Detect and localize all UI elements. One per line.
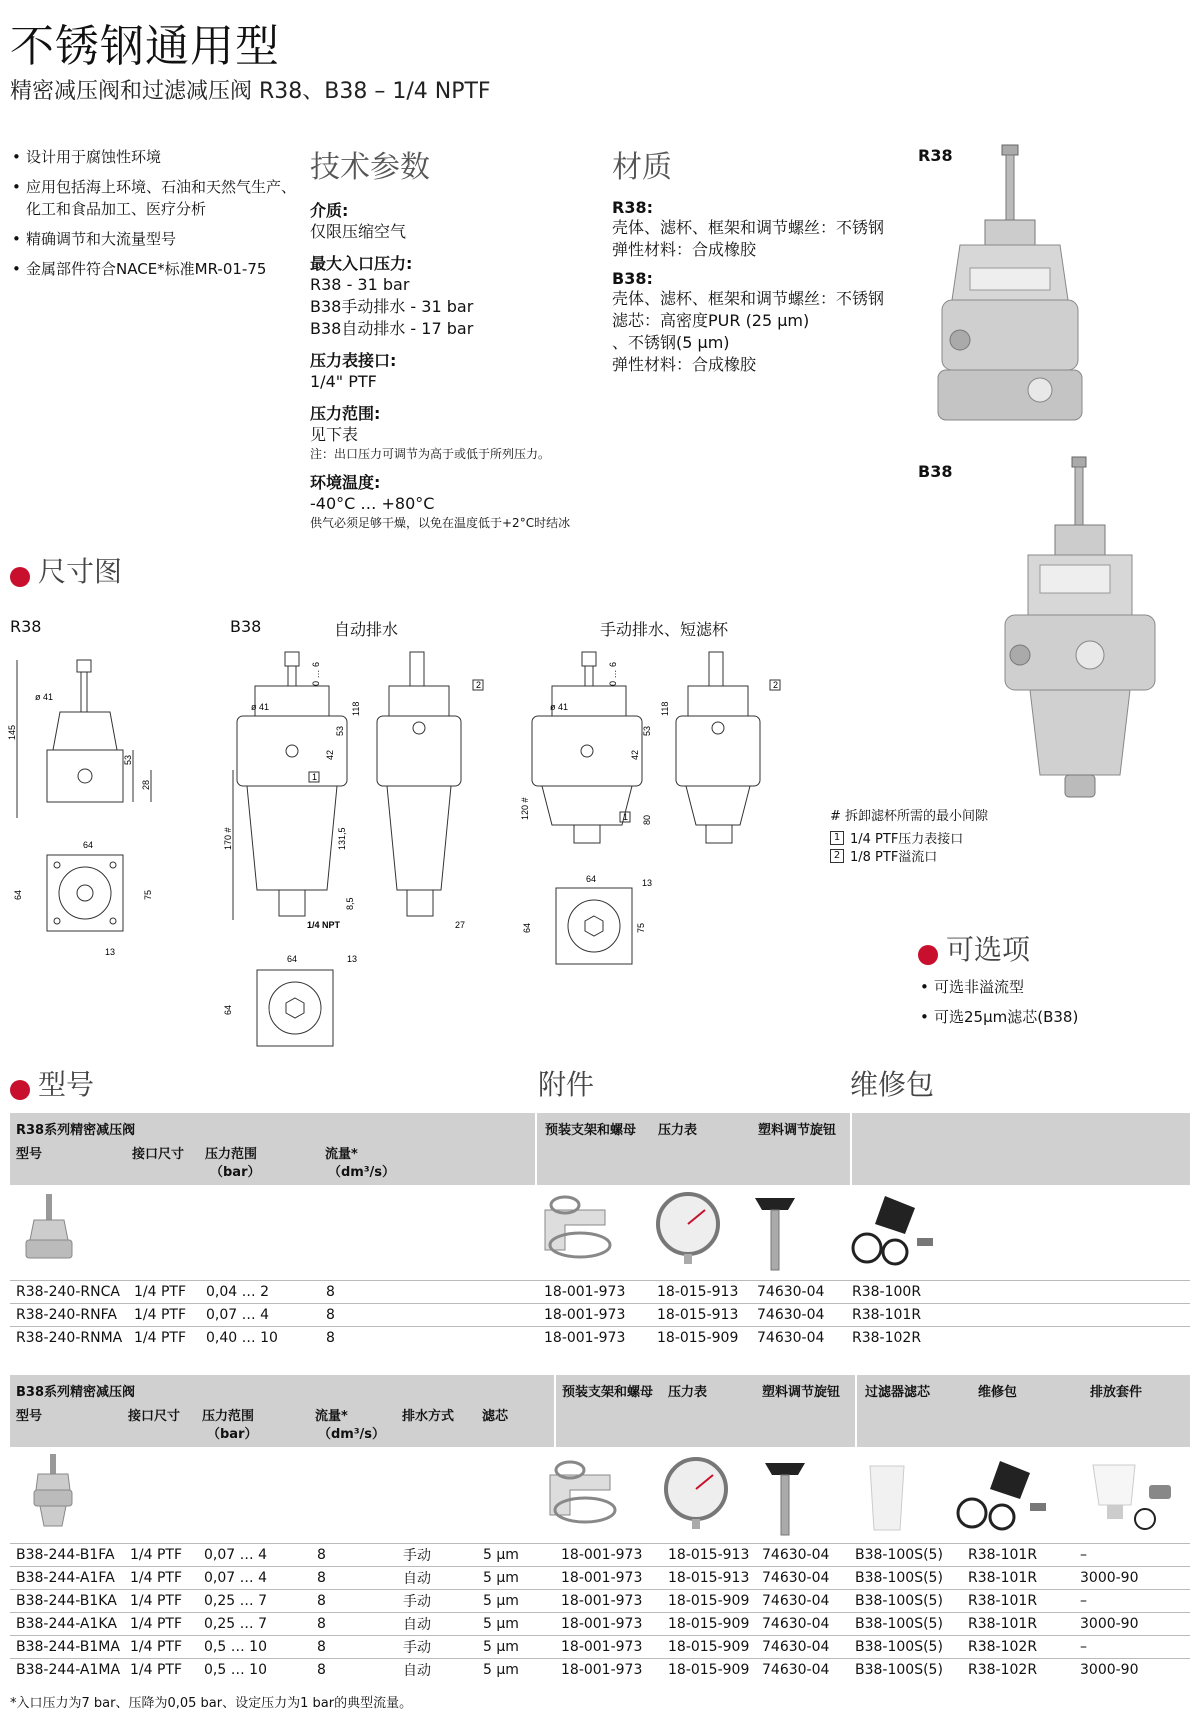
dimensions-heading: 尺寸图: [10, 550, 122, 590]
feature-list: [10, 146, 300, 288]
red-dot-icon: [918, 945, 938, 965]
table-cell: 1/4 PTF: [130, 1616, 183, 1632]
material-heading: 材质: [612, 150, 672, 185]
table-cell: 1/4 PTF: [130, 1570, 183, 1586]
dim-label: 64: [586, 874, 597, 884]
table-cell: 8: [326, 1307, 335, 1323]
table-cell: 8: [317, 1593, 326, 1609]
dim-label: 13: [642, 878, 653, 888]
dim-label: 64: [13, 889, 23, 900]
dim-label: 0 … 6: [311, 661, 321, 686]
range-value: 见下表: [310, 425, 359, 444]
table-cell: 自动: [403, 1663, 431, 1680]
models-heading: 型号: [10, 1063, 94, 1103]
dim-label: 27: [455, 920, 466, 930]
b38-table-header: B38系列精密减压阀 型号 接口尺寸 压力范围 （bar） 流量* （dm³/s） 排水方式 滤芯 预装支架和螺母 压力表 塑料调节旋钮 过滤器滤芯 维修包 排放套件: [10, 1375, 1190, 1447]
inlet-value: B38手动排水 - 31 bar: [310, 297, 474, 316]
table-cell: –: [1080, 1639, 1087, 1655]
table-row: [10, 1281, 1190, 1304]
inlet-label: 最大入口压力:: [310, 254, 413, 273]
b38-product-image: [1000, 455, 1160, 810]
table-cell: R38-100R: [852, 1284, 922, 1300]
dim-label: 28: [141, 779, 151, 790]
clearance-note: # 拆卸滤杯所需的最小间隙: [830, 809, 989, 824]
dim-label: ø 41: [550, 702, 569, 712]
page-subtitle: 精密减压阀和过滤减压阀 R38、B38 – 1/4 NPTF: [10, 79, 491, 104]
tech-specs: [310, 142, 600, 531]
dim-label: 53: [123, 754, 133, 765]
r38-photo-label: R38: [918, 146, 953, 165]
table-cell: 0,5 … 10: [204, 1662, 267, 1679]
table-cell: 0,25 … 7: [204, 1593, 267, 1609]
table-cell: 18-001-973: [561, 1662, 643, 1679]
dim-label: 42: [325, 749, 335, 760]
legend-number: 1: [623, 812, 629, 822]
range-note: 注：出口压力可调节为高于或低于所列压力。: [310, 447, 551, 461]
table-cell: 18-001-973: [561, 1547, 643, 1563]
table-row: [10, 1544, 1190, 1567]
inlet-value: B38自动排水 - 17 bar: [310, 319, 474, 338]
legend-number: 1: [312, 772, 318, 782]
table-cell: 5 μm: [483, 1593, 519, 1609]
table-cell: 3000-90: [1080, 1570, 1139, 1586]
feature-item: • 精确调节和大流量型号: [10, 228, 300, 250]
table-cell: 5 μm: [483, 1616, 519, 1632]
table-cell: 自动: [403, 1571, 431, 1587]
table-cell: R38-101R: [968, 1616, 1038, 1632]
table-cell: B38-244-B1MA: [16, 1639, 120, 1655]
dim-label: 64: [223, 1004, 233, 1015]
footnote: *入口压力为7 bar、压降为0,05 bar、设定压力为1 bar的典型流量。: [10, 1696, 413, 1711]
feature-item: • 金属部件符合NACE*标准MR-01-75: [10, 258, 300, 280]
dim-label: 64: [522, 922, 532, 933]
table-cell: 5 μm: [483, 1662, 519, 1679]
legend-number: 2: [476, 680, 482, 690]
table-cell: 74630-04: [762, 1616, 830, 1632]
dim-label: 0 … 6: [608, 661, 618, 686]
b38-auto-dimension-drawing: [215, 650, 485, 1060]
table-cell: 0,04 … 2: [206, 1284, 269, 1300]
table-cell: 1/4 PTF: [134, 1307, 187, 1323]
table-cell: 1/4 PTF: [130, 1593, 183, 1609]
b38-table: [10, 1543, 1190, 1682]
table-cell: 5 μm: [483, 1639, 519, 1655]
table-cell: 1/4 PTF: [130, 1639, 183, 1655]
table-cell: 18-001-973: [561, 1570, 643, 1586]
table-cell: R38-101R: [968, 1593, 1038, 1609]
bracket-image: [540, 1455, 630, 1530]
table-cell: 18-015-913: [657, 1284, 739, 1300]
table-cell: 0,07 … 4: [204, 1547, 267, 1563]
table-cell: 5 μm: [483, 1547, 519, 1563]
r38-material-line: 壳体、滤杯、框架和调节螺丝：不锈钢: [612, 218, 885, 237]
b38-material-line: 壳体、滤杯、框架和调节螺丝：不锈钢: [612, 289, 885, 308]
b38-manual-dimension-drawing: [520, 650, 800, 1000]
knob-image: [750, 1190, 800, 1280]
table-cell: B38-244-B1FA: [16, 1547, 115, 1563]
table-cell: 74630-04: [762, 1662, 830, 1679]
b38-material-line: 滤芯：高密度PUR (25 μm): [612, 311, 810, 330]
table-cell: –: [1080, 1593, 1087, 1609]
b38-photo-label: B38: [918, 462, 953, 481]
table-cell: 自动: [403, 1617, 431, 1633]
dim-label: ø 41: [35, 692, 54, 702]
gauge-value: 1/4" PTF: [310, 372, 377, 391]
legend-item-1: 1 1/4 PTF压力表接口: [830, 828, 963, 847]
table-cell: 1/4 PTF: [134, 1330, 187, 1347]
range-label: 压力范围:: [310, 404, 381, 423]
dim-label: ø 41: [251, 702, 270, 712]
r38-dimension-drawing: [5, 650, 205, 1000]
r38-material-line: 弹性材料：合成橡胶: [612, 240, 757, 259]
table-row: [10, 1613, 1190, 1636]
table-cell: R38-240-RNCA: [16, 1284, 120, 1300]
drain-kit-image: [1085, 1455, 1185, 1535]
accessories-heading: 附件: [538, 1068, 595, 1101]
r38-table-header: R38系列精密减压阀 型号 接口尺寸 压力范围 （bar） 流量* （dm³/s） 预装支架和螺母 压力表 塑料调节旋钮: [10, 1113, 1190, 1185]
table-cell: 74630-04: [757, 1307, 825, 1323]
dim-label: 80: [642, 814, 652, 825]
table-cell: B38-100S(5): [855, 1616, 943, 1632]
table-cell: 74630-04: [762, 1570, 830, 1586]
dim-manual-drain-label: 手动排水、短滤杯: [600, 620, 729, 639]
dim-b38-label: B38: [230, 617, 262, 636]
table-cell: B38-100S(5): [855, 1639, 943, 1655]
dim-label: 75: [143, 889, 153, 900]
options-list: [918, 976, 1178, 1036]
dim-label: 8,5: [345, 897, 355, 910]
table-cell: 18-015-909: [657, 1330, 739, 1347]
bracket-image: [535, 1190, 625, 1265]
options-heading: 可选项: [918, 928, 1030, 968]
table-cell: 18-001-973: [544, 1307, 626, 1323]
table-cell: B38-244-B1KA: [16, 1593, 117, 1609]
inlet-value: R38 - 31 bar: [310, 275, 410, 294]
page-title: 不锈钢通用型: [10, 21, 280, 72]
red-dot-icon: [10, 567, 30, 587]
table-cell: 18-015-909: [668, 1616, 750, 1632]
table-cell: 8: [317, 1547, 326, 1563]
table-cell: 74630-04: [762, 1639, 830, 1655]
table-cell: 18-001-973: [561, 1639, 643, 1655]
gauge-image: [650, 1190, 730, 1265]
table-cell: 0,25 … 7: [204, 1616, 267, 1632]
table-row: [10, 1304, 1190, 1327]
dim-label: 64: [83, 840, 94, 850]
table-cell: R38-102R: [968, 1639, 1038, 1655]
feature-item: • 应用包括海上环境、石油和天然气生产、化工和食品加工、医疗分析: [10, 176, 300, 220]
r38-product-image: [930, 140, 1090, 430]
table-cell: B38-100S(5): [855, 1547, 943, 1563]
table-cell: 8: [317, 1616, 326, 1632]
table-cell: 0,5 … 10: [204, 1639, 267, 1655]
knob-image: [760, 1455, 810, 1545]
table-cell: B38-244-A1MA: [16, 1662, 121, 1679]
feature-item: • 设计用于腐蚀性环境: [10, 146, 300, 168]
dim-label: 170 #: [223, 827, 233, 850]
table-cell: 8: [317, 1662, 326, 1679]
service-kit-image: [950, 1455, 1060, 1535]
table-cell: 8: [317, 1570, 326, 1586]
table-cell: R38-240-RNFA: [16, 1307, 117, 1323]
gauge-image: [658, 1455, 738, 1530]
table-cell: 0,07 … 4: [206, 1307, 269, 1323]
dim-r38-label: R38: [10, 617, 42, 636]
table-cell: 1/4 PTF: [130, 1547, 183, 1563]
b38-thumbnail-image: [28, 1452, 78, 1532]
table-cell: 8: [317, 1639, 326, 1655]
b38-material-line: 、不锈钢(5 μm): [612, 333, 730, 352]
table-cell: 0,40 … 10: [206, 1330, 278, 1347]
table-cell: 5 μm: [483, 1570, 519, 1586]
table-cell: 18-001-973: [561, 1616, 643, 1632]
table-cell: 18-001-973: [561, 1593, 643, 1609]
option-item: • 可选非溢流型: [918, 976, 1178, 998]
legend-item-2: 2 1/8 PTF溢流口: [830, 846, 937, 865]
dim-label: 145: [7, 724, 17, 740]
table-cell: 8: [326, 1284, 335, 1300]
temp-label: 环境温度:: [310, 473, 381, 492]
table-cell: 74630-04: [762, 1593, 830, 1609]
tech-heading: 技术参数: [310, 150, 430, 185]
table-cell: B38-100S(5): [855, 1662, 943, 1679]
dim-label: 53: [642, 725, 652, 736]
table-cell: 18-015-913: [657, 1307, 739, 1323]
table-cell: 8: [326, 1330, 335, 1347]
table-cell: 74630-04: [757, 1284, 825, 1300]
dim-label: 13: [105, 947, 116, 957]
table-row: [10, 1567, 1190, 1590]
b38-material-label: B38:: [612, 269, 653, 288]
table-cell: R38-101R: [968, 1547, 1038, 1563]
temp-note: 供气必须足够干燥，以免在温度低于+2°C时结冰: [310, 516, 571, 530]
option-item: • 可选25μm滤芯(B38): [918, 1006, 1178, 1028]
table-row: [10, 1590, 1190, 1613]
table-cell: B38-100S(5): [855, 1593, 943, 1609]
table-cell: 18-015-909: [668, 1662, 750, 1679]
dim-label: 13: [347, 954, 358, 964]
table-cell: –: [1080, 1547, 1087, 1563]
table-cell: R38-102R: [852, 1330, 922, 1347]
dim-label: 53: [335, 725, 345, 736]
table-cell: B38-100S(5): [855, 1570, 943, 1586]
service-kit-image: [845, 1190, 945, 1270]
dim-label: 75: [636, 922, 646, 933]
dim-auto-drain-label: 自动排水: [334, 620, 399, 639]
r38-table: [10, 1280, 1190, 1350]
table-cell: 74630-04: [762, 1547, 830, 1563]
table-cell: 手动: [403, 1548, 431, 1564]
b38-material-line: 弹性材料：合成橡胶: [612, 355, 757, 374]
dim-label: 120 #: [520, 797, 530, 820]
table-row: [10, 1636, 1190, 1659]
dim-label: 131,5: [337, 827, 347, 850]
table-cell: 3000-90: [1080, 1662, 1139, 1679]
table-cell: B38-244-A1FA: [16, 1570, 115, 1586]
table-cell: 手动: [403, 1640, 431, 1656]
gauge-label: 压力表接口:: [310, 351, 397, 370]
table-cell: 18-015-909: [668, 1593, 750, 1609]
dim-label: 1/4 NPT: [307, 920, 341, 930]
table-cell: 手动: [403, 1594, 431, 1610]
table-cell: 18-015-913: [668, 1547, 750, 1563]
dim-label: 118: [351, 701, 361, 716]
table-cell: 0,07 … 4: [204, 1570, 267, 1586]
dim-label: 118: [660, 701, 670, 716]
dim-label: 64: [287, 954, 298, 964]
table-cell: R38-102R: [968, 1662, 1038, 1679]
medium-value: 仅限压缩空气: [310, 222, 407, 241]
table-cell: 18-001-973: [544, 1330, 626, 1347]
table-cell: 74630-04: [757, 1330, 825, 1347]
service-heading: 维修包: [850, 1068, 935, 1101]
filter-element-image: [862, 1460, 912, 1535]
legend-number: 2: [773, 680, 779, 690]
table-cell: R38-240-RNMA: [16, 1330, 123, 1347]
table-cell: 1/4 PTF: [130, 1662, 183, 1679]
dim-label: 42: [630, 749, 640, 760]
r38-thumbnail-image: [20, 1192, 80, 1262]
medium-label: 介质:: [310, 201, 349, 220]
table-row: [10, 1659, 1190, 1682]
table-cell: 18-015-909: [668, 1639, 750, 1655]
r38-material-label: R38:: [612, 198, 653, 217]
table-cell: R38-101R: [968, 1570, 1038, 1586]
table-cell: 3000-90: [1080, 1616, 1139, 1632]
table-cell: 18-015-913: [668, 1570, 750, 1586]
table-cell: R38-101R: [852, 1307, 922, 1323]
table-cell: 18-001-973: [544, 1284, 626, 1300]
table-cell: B38-244-A1KA: [16, 1616, 117, 1632]
red-dot-icon: [10, 1080, 30, 1100]
table-row: [10, 1327, 1190, 1350]
table-cell: 1/4 PTF: [134, 1284, 187, 1300]
temp-value: -40°C … +80°C: [310, 494, 435, 513]
material-specs: [612, 142, 912, 376]
